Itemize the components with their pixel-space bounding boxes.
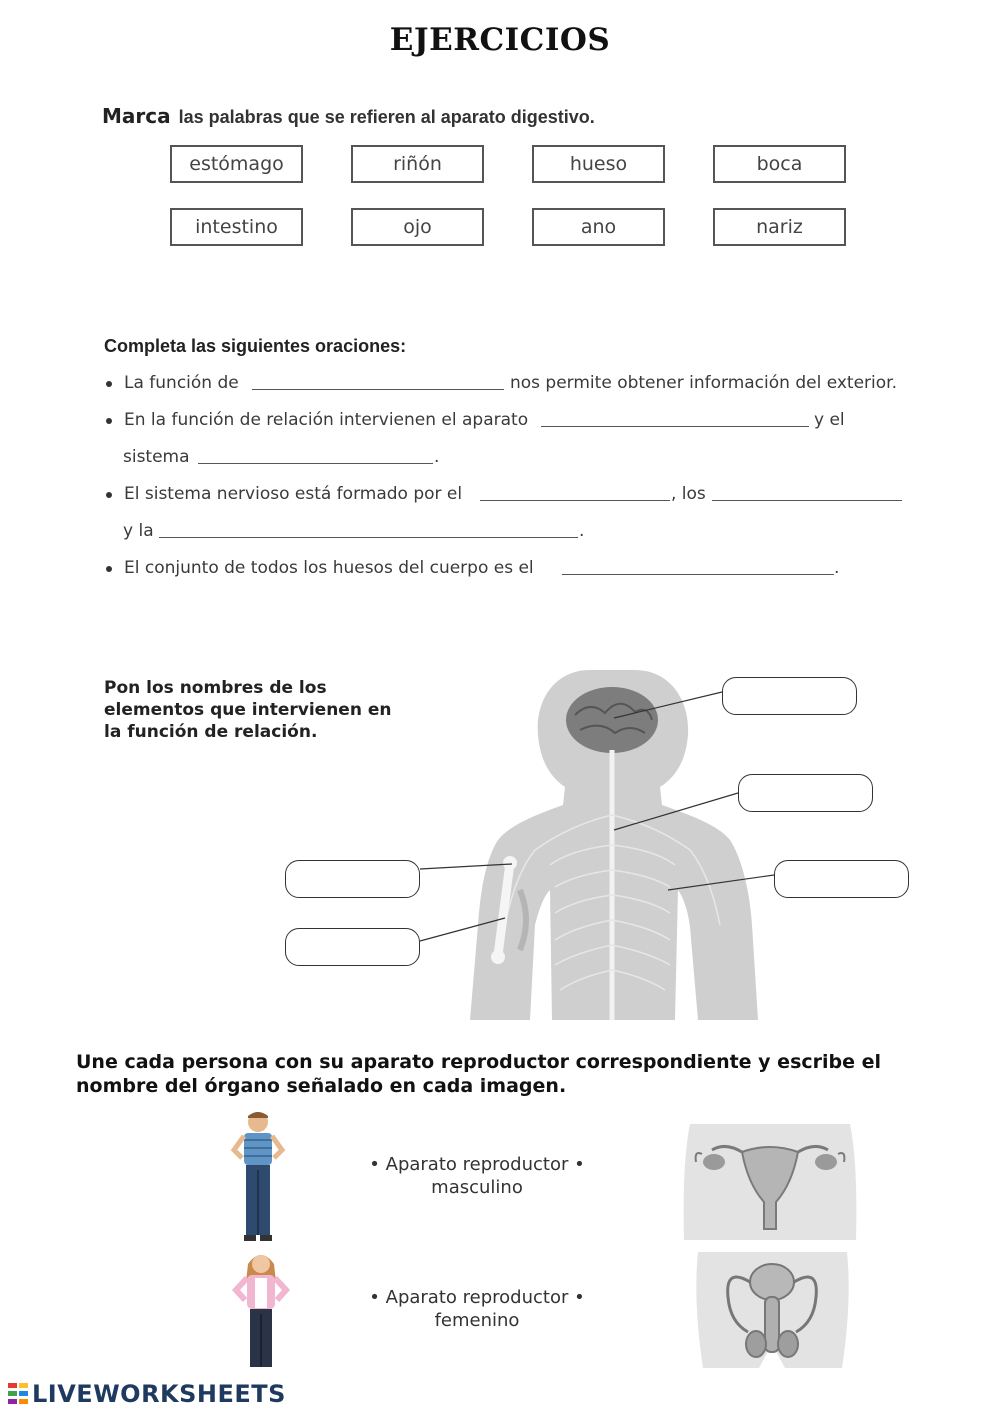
bullet [106,566,112,572]
word-option-ano[interactable]: ano [532,208,665,246]
word-option-rinon[interactable]: riñón [351,145,484,183]
label-box-spinal-cord[interactable] [738,774,873,812]
word-option-ojo[interactable]: ojo [351,208,484,246]
sentence3-mid: , los [671,484,706,504]
bullet [106,492,112,498]
word-option-hueso[interactable]: hueso [532,145,665,183]
liveworksheets-logo-icon [8,1383,28,1405]
section3-heading: Pon los nombres de los elementos que intervienen en la función de relación. [104,678,392,742]
blank-input-5[interactable] [712,500,902,501]
blank-input-2[interactable] [541,426,809,427]
word-option-intestino[interactable]: intestino [170,208,303,246]
sentence2-cont: sistema [123,447,190,467]
instruction-lead: Marca [102,104,171,128]
label-box-muscle[interactable] [285,928,420,966]
blank-input-6[interactable] [159,537,578,538]
sentence1-end: nos permite obtener información del exterior. [510,373,897,393]
instruction-text: las palabras que se refieren al aparato digestivo. [178,107,595,127]
sentence4-start: El conjunto de todos los huesos del cuerpo es el [124,558,534,578]
blank-input-7[interactable] [562,574,834,575]
bullet [106,418,112,424]
word-option-nariz[interactable]: nariz [713,208,846,246]
blank-input-4[interactable] [480,500,670,501]
sentence2-end: . [434,447,440,467]
female-reproductive-image[interactable] [680,1124,860,1240]
option-feminine-line1: • Aparato reproductor • [369,1287,585,1308]
section2-heading: Completa las siguientes oraciones: [104,336,407,356]
sentence2-mid: y el [814,410,845,430]
word-option-boca[interactable]: boca [713,145,846,183]
bone-joint [503,856,517,870]
male-reproductive-image[interactable] [690,1252,855,1368]
option-masculine [347,1153,607,1199]
nervous-system-illustration [440,665,800,1020]
option-masculine-line1: • Aparato reproductor • [369,1154,585,1175]
page-title: EJERCICIOS [389,22,611,58]
sentence3-cont: y la [123,521,154,541]
section1-instruction [102,104,595,129]
girl-photo[interactable] [228,1248,294,1373]
blank-input-1[interactable] [252,389,504,390]
boy-photo[interactable] [228,1108,288,1243]
label-box-brain[interactable] [722,677,857,715]
sentence2-start: En la función de relación intervienen el aparato [124,410,529,430]
sentence1-start: La función de [124,373,239,393]
sentence3-end: . [579,521,585,541]
option-feminine-line2: femenino [434,1310,520,1331]
label-box-nerves[interactable] [774,860,909,898]
bullet [106,381,112,387]
liveworksheets-logo: LIVEWORKSHEETS [32,1380,286,1408]
option-masculine-line2: masculino [431,1177,523,1198]
word-option-estomago[interactable]: estómago [170,145,303,183]
brain-icon [566,687,658,753]
option-feminine [347,1286,607,1332]
blank-input-3[interactable] [198,463,433,464]
section4-heading: Une cada persona con su aparato reproductor correspondiente y escribe el nombre del órgano señalado en cada imagen. [76,1051,882,1097]
sentence3-start: El sistema nervioso está formado por el [124,484,463,504]
bone-joint [491,950,505,964]
sentence4-end: . [834,558,840,578]
label-box-bone[interactable] [285,860,420,898]
